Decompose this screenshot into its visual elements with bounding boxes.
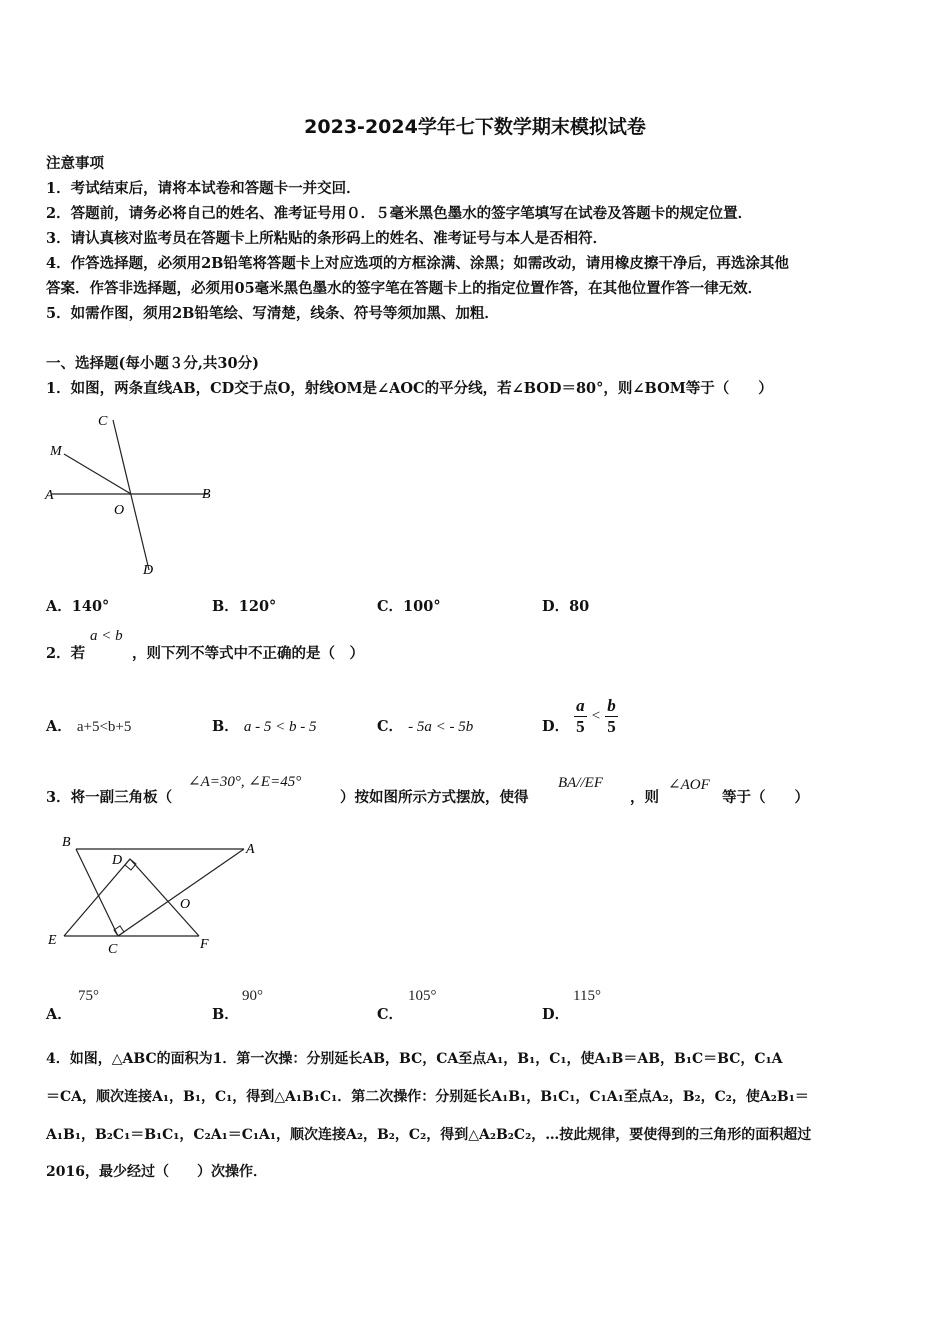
q2-option-d[interactable]: D． $\frac{a}{5}$ < $\frac{b}{5}$	[542, 696, 616, 736]
q1-figure	[40, 408, 230, 580]
notes-item-4-cont: 答案．作答非选择题，必须用05毫米黑色墨水的签字笔在答题卡上的指定位置作答，在其他位置作答一律无效．	[46, 280, 763, 297]
ray-om	[64, 454, 131, 494]
label-b: B	[202, 487, 211, 502]
label-e: E	[48, 933, 57, 948]
q4-line-1: 4．如图，△ABC的面积为1．第一次操：分别延长AB，BC，CA至点A₁，B₁，C₁，使A₁B＝AB，B₁C＝BC，C₁A	[46, 1051, 783, 1067]
label-a: A	[45, 488, 54, 503]
q2-option-c[interactable]: C． - 5a < - 5b	[377, 718, 474, 735]
notes-item-4: 4．作答选择题，必须用2B铅笔将答题卡上对应选项的方框涂满、涂黑；如需改动，请用橡皮擦干净后，再选涂其他	[46, 255, 789, 272]
label-a: A	[246, 842, 255, 857]
page-title: 2023-2024学年七下数学期末模拟试卷	[304, 116, 646, 138]
q3-parallel: BA//EF	[558, 775, 603, 791]
q2-condition: a < b	[90, 628, 123, 644]
q3-prefix: 3．将一副三角板（	[46, 789, 173, 806]
q1-option-a[interactable]: A．140°	[46, 598, 110, 615]
q3-angles: ∠A=30°, ∠E=45°	[188, 774, 302, 790]
q4-line-4: 2016，最少经过（ ）次操作．	[46, 1164, 267, 1180]
notes-heading: 注意事项	[46, 155, 104, 172]
notes-item-2: 2．答题前，请务必将自己的姓名、准考证号用０．５毫米黑色墨水的签字笔填写在试卷及答题卡的规定位置．	[46, 205, 753, 222]
q3-option-d-label[interactable]: D．	[542, 1006, 570, 1023]
line-ed	[64, 859, 130, 936]
section-heading: 一、选择题(每小题３分,共30分)	[46, 355, 259, 372]
q3-option-b-label[interactable]: B．	[212, 1006, 239, 1023]
q3-option-b-value: 90°	[242, 988, 263, 1004]
label-b: B	[62, 835, 71, 850]
q3-suffix: 等于（ ）	[722, 789, 809, 806]
label-c: C	[98, 414, 108, 429]
q4-line-3: A₁B₁，B₂C₁＝B₁C₁，C₂A₁＝C₁A₁，顺次连接A₂，B₂，C₂，得到△A₂B₂C₂，…按此规律，要使得到的三角形的面积超过	[46, 1127, 812, 1143]
label-m: M	[50, 444, 62, 459]
q3-option-a-label[interactable]: A．	[46, 1006, 72, 1023]
notes-item-5: 5．如需作图，须用2B铅笔绘、写清楚，线条、符号等须加黑、加粗．	[46, 305, 499, 322]
q4-line-2: ＝CA，顺次连接A₁，B₁，C₁，得到△A₁B₁C₁．第二次操作：分别延长A₁B₁，B₁C₁，C₁A₁至点A₂，B₂，C₂，使A₂B₁＝	[46, 1089, 809, 1105]
label-d: D	[112, 853, 123, 868]
q2-suffix: ，则下列不等式中不正确的是（ ）	[132, 645, 364, 662]
q1-option-c[interactable]: C．100°	[377, 598, 441, 615]
q3-option-d-value: 115°	[573, 988, 601, 1004]
q2-option-a[interactable]: A． a+5<b+5	[46, 718, 132, 735]
fraction-a-over-5: $\frac{a}{5}$	[576, 696, 585, 736]
q1-option-b[interactable]: B．120°	[212, 598, 277, 615]
q3-option-c-label[interactable]: C．	[377, 1006, 404, 1023]
q3-option-c-value: 105°	[408, 988, 437, 1004]
label-f: F	[200, 937, 209, 952]
notes-item-3: 3．请认真核对监考员在答题卡上所粘贴的条形码上的姓名、准考证号与本人是否相符．	[46, 230, 608, 247]
q3-option-a-value: 75°	[78, 988, 99, 1004]
fraction-b-over-5: $\frac{b}{5}$	[607, 696, 616, 736]
q3-figure	[44, 826, 274, 961]
label-d: D	[143, 563, 154, 578]
q2-option-b[interactable]: B． a - 5 < b - 5	[212, 718, 317, 735]
q2-prefix: 2．若	[46, 645, 86, 662]
q3-middle: ）按如图所示方式摆放，使得	[340, 789, 529, 806]
line-cd	[113, 420, 149, 570]
notes-item-1: 1．考试结束后，请将本试卷和答题卡一并交回．	[46, 180, 361, 197]
line-ca	[118, 849, 244, 936]
q3-target: ∠AOF	[668, 777, 710, 793]
q1-text: 1．如图，两条直线AB，CD交于点O，射线OM是∠AOC的平分线，若∠BOD＝80°，则∠BOM等于（ ）	[46, 380, 773, 397]
q3-middle2: ，则	[630, 789, 659, 806]
label-o: O	[114, 503, 125, 518]
label-o: O	[180, 897, 191, 912]
q1-option-d[interactable]: D．80	[542, 598, 590, 615]
label-c: C	[108, 942, 118, 957]
